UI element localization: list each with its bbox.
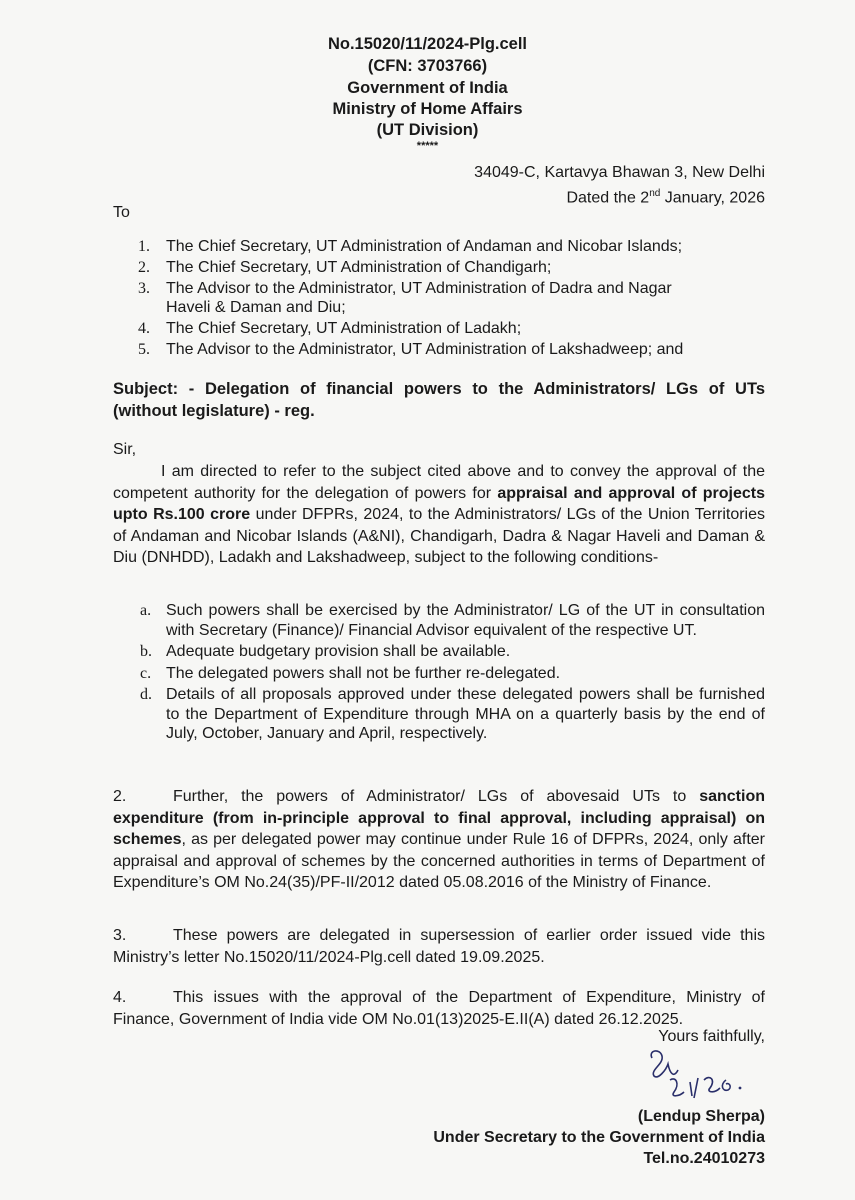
list-item: a. Such powers shall be exercised by the Administrator/ LG of the UT in consultation with Secretary (Finance)/ Financial Advisor equivalent of the respective UT. [140,602,765,639]
to-label: To [113,204,130,221]
list-item: 1. The Chief Secretary, UT Administration of Andaman and Nicobar Islands; [138,238,683,255]
salutation: Sir, [113,441,137,458]
list-item: c. The delegated powers shall not be further re-delegated. [140,664,561,682]
list-item: 3. The Advisor to the Administrator, UT Administration of Dadra and Nagar Haveli & Daman and Diu; [138,280,672,316]
paragraph-2: 2. Further, the powers of Administrator/ LGs of abovesaid UTs to sanction expenditure (from in-principle approval to final approval, including appraisal) on schemes, as per delegated power may continue under Rule 16 of DFPRs, 2024, only after appraisal and approval of schemes by the concerned authorities in terms of Department of Expenditure’s OM No.24(35)/PF-II/2012 dated 05.08.2016 of the Ministry of Finance. [113,788,765,891]
file-number: No.15020/11/2024-Plg.cell [327,35,528,53]
signatory-designation: Under Secretary to the Government of India [433,1129,765,1146]
list-item: d. Details of all proposals approved under these delegated powers shall be furnished to the Department of Expenditure through MHA on a quarterly basis by the end of July, October, January and April, respectively. [140,686,765,742]
division-name: (UT Division) [376,121,479,139]
paragraph-3: 3. These powers are delegated in supersession of earlier order issued vide this Ministry’s letter No.15020/11/2024-Plg.cell dated 19.09.2025. [113,927,765,966]
list-item: 4. The Chief Secretary, UT Administration of Ladakh; [138,320,522,337]
closing-text: Yours faithfully, [658,1028,765,1045]
list-item: 2. The Chief Secretary, UT Administration of Chandigarh; [138,259,552,276]
handwritten-date [600,1100,603,1119]
signature-icon [640,1040,760,1110]
cfn-number: (CFN: 3703766) [367,57,488,75]
paragraph-1: I am directed to refer to the subject cited above and to convey the approval of the competent authority for the delegation of powers for appraisal and approval of projects upto Rs.100 crore under DFPRs, 2024, to the Administrators/ LGs of the Union Territories of Andaman and Nicobar Islands (A&NI), Chandigarh, Dadra & Nagar Haveli and Daman & Diu (DNHDD), Ladakh and Lakshadweep, subject to the following conditions- [113,463,766,566]
list-item: b. Adequate budgetary provision shall be available. [140,643,511,660]
signatory-name: (Lendup Sherpa) [637,1108,765,1125]
recipient-list [138,237,758,361]
conditions-list [140,601,765,746]
signatory-telephone: Tel.no.24010273 [643,1150,765,1167]
list-item: 5. The Advisor to the Administrator, UT Administration of Lakshadweep; and [138,341,684,358]
letter-subject: Subject: - Delegation of financial powers to the Administrators/ LGs of UTs (without legislature) - reg. [113,380,765,420]
header-stars: ***** [416,140,439,152]
government-name: Government of India [347,79,508,97]
paragraph-4: 4. This issues with the approval of the Department of Expenditure, Ministry of Finance, Government of India vide OM No.01(13)2025-E.II(A) dated 26.12.2025. [113,989,765,1028]
ministry-name: Ministry of Home Affairs [332,100,523,118]
office-address: 34049-C, Kartavya Bhawan 3, New Delhi [474,164,765,181]
letter-date: Dated the 2nd January, 2026 [566,188,765,207]
